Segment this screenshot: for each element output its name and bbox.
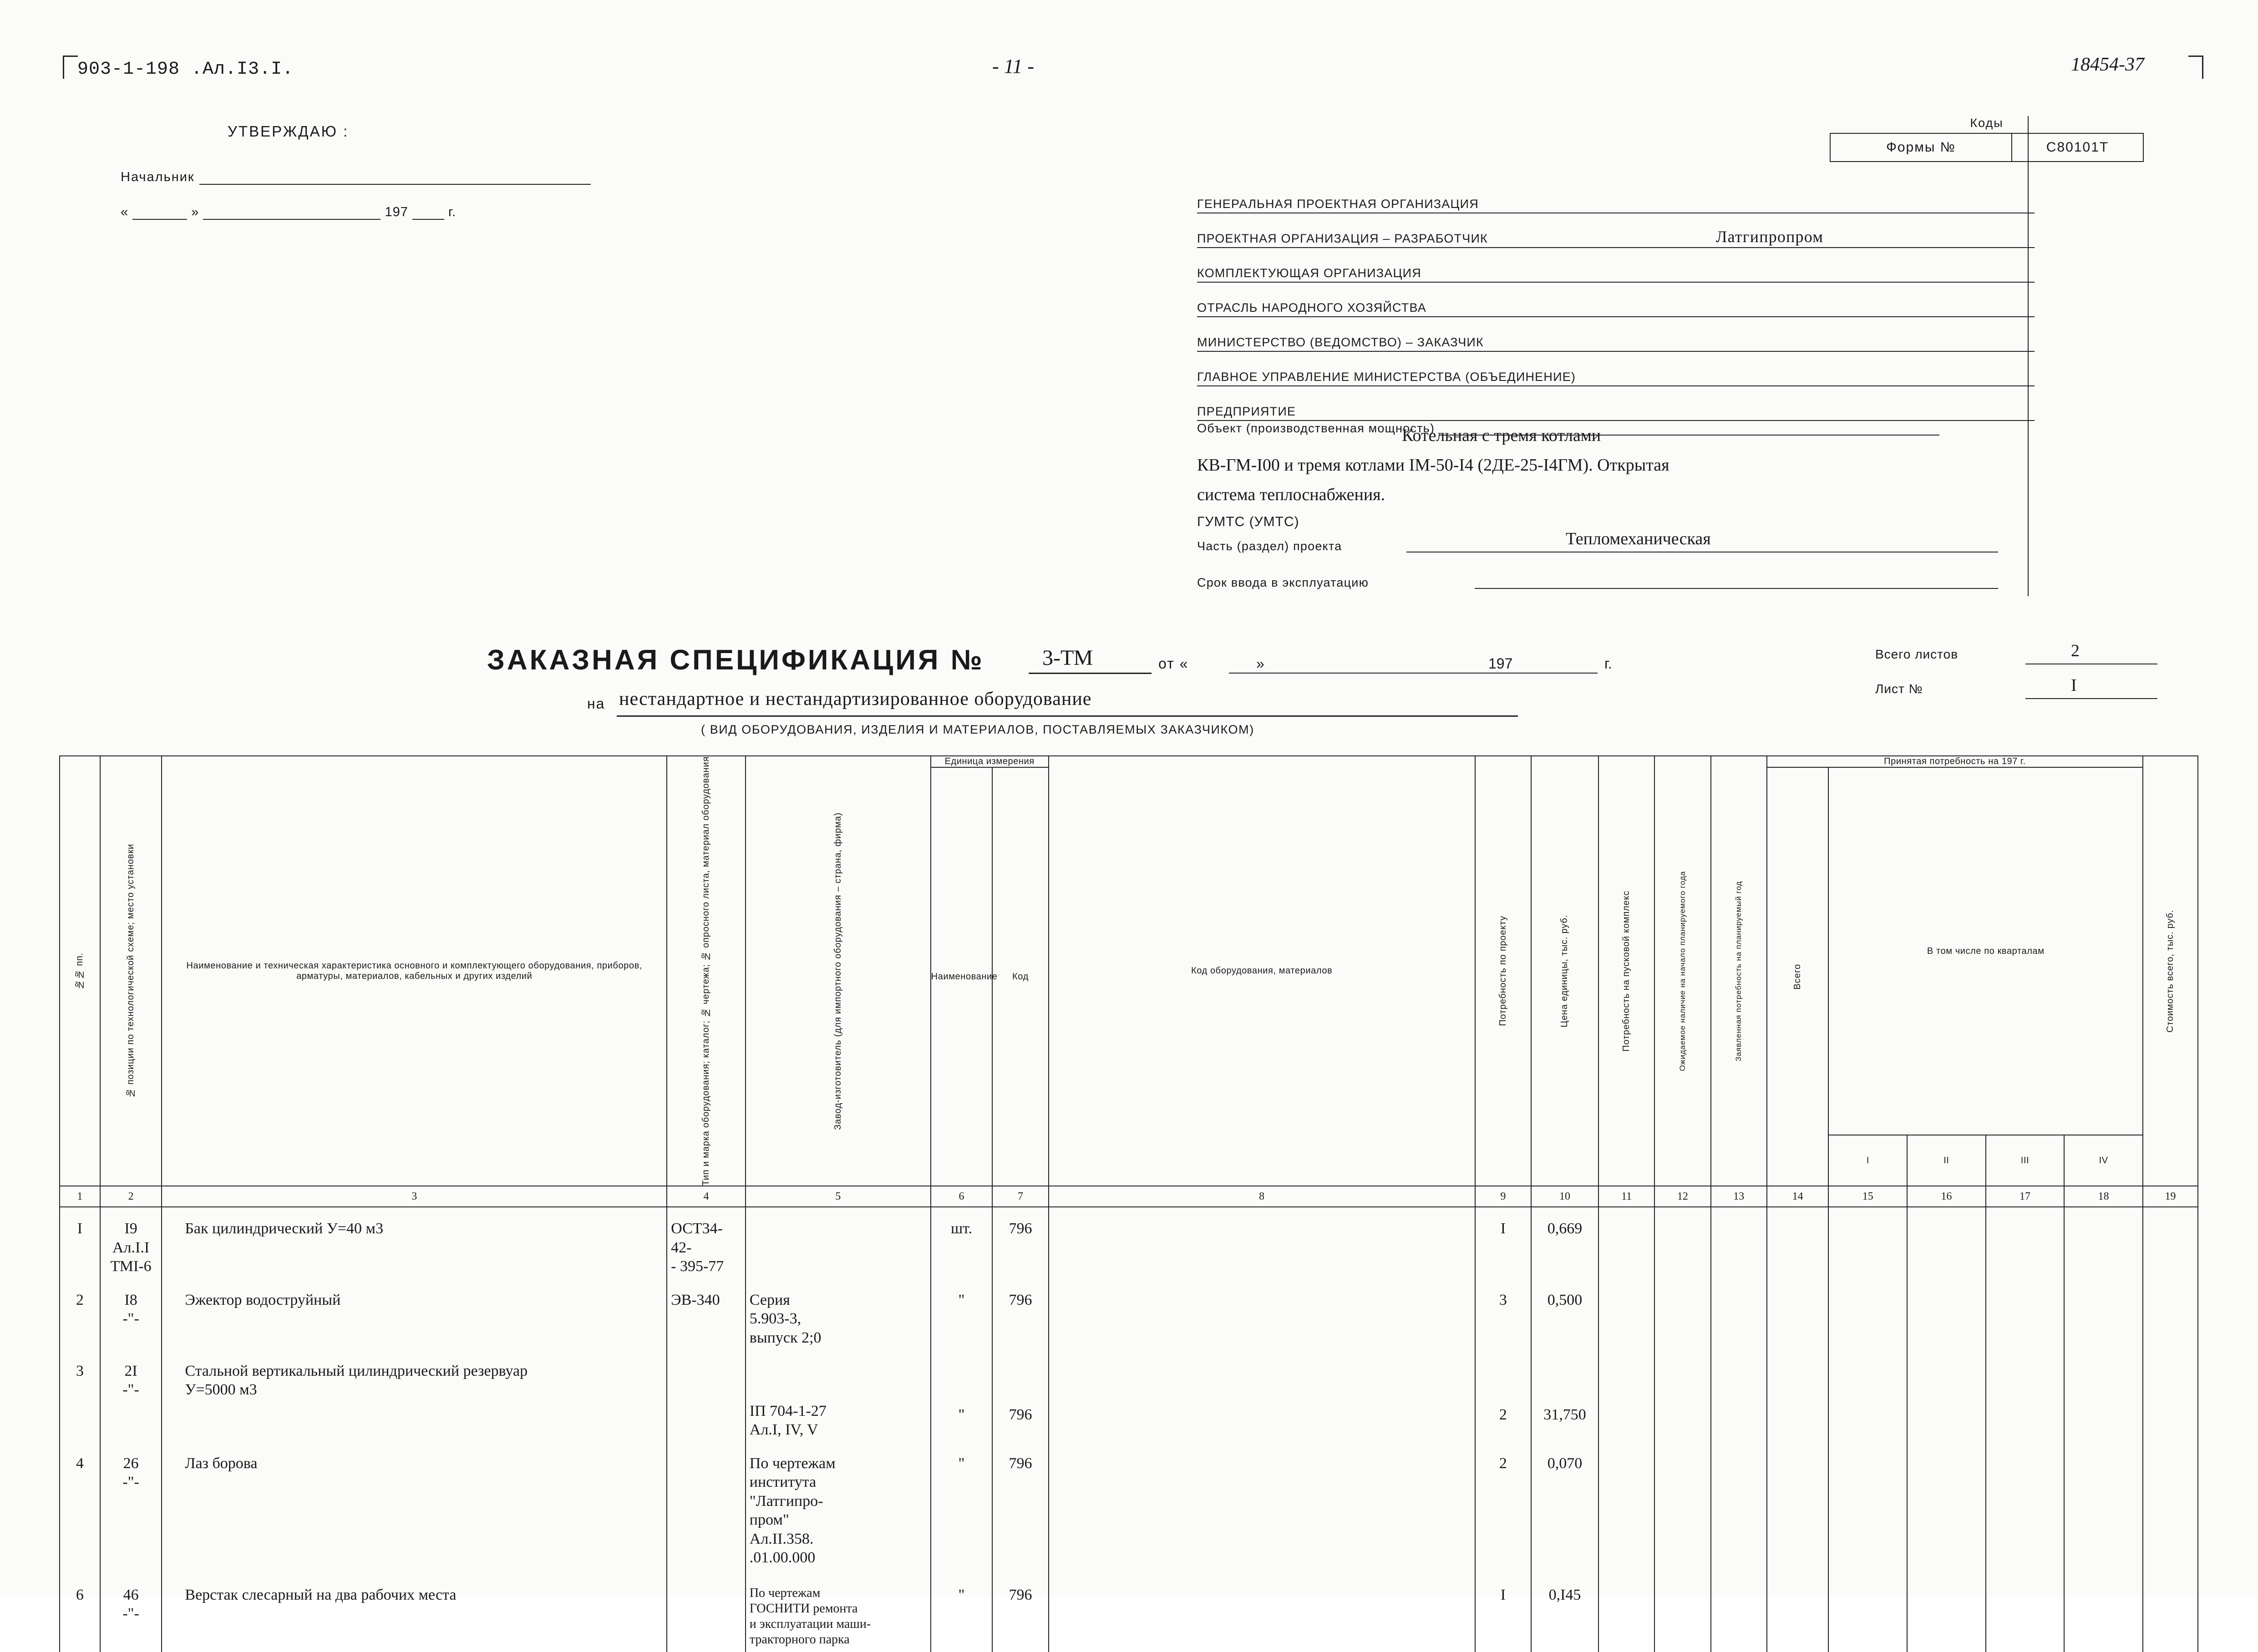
colnum-8: 8 bbox=[1049, 1186, 1475, 1207]
cell-price: 0,070 bbox=[1531, 1444, 1598, 1572]
corner-mark-top-right bbox=[2188, 56, 2203, 79]
cell-q4 bbox=[2064, 1572, 2143, 1652]
cell-q3 bbox=[1986, 1444, 2065, 1572]
sheet-totals-block bbox=[1875, 637, 2157, 706]
th-unit-price: Цена единицы, тыс. руб. bbox=[1531, 756, 1598, 1186]
cell-startup bbox=[1598, 1281, 1654, 1352]
th-position: № позиции по технологической схеме; место установки bbox=[100, 756, 162, 1186]
cell-equipment-code bbox=[1049, 1281, 1475, 1352]
cell-type: ЭВ-340 bbox=[667, 1281, 746, 1352]
cell-q2 bbox=[1907, 1444, 1986, 1572]
org-row-main-directorate bbox=[1197, 362, 2135, 396]
object-value-line1: Котельная с тремя котлами bbox=[1402, 426, 1601, 445]
cell-name: Верстак слесарный на два рабочих места bbox=[162, 1572, 667, 1652]
approve-chief-label: Начальник bbox=[121, 170, 195, 184]
approve-chief-row bbox=[121, 168, 591, 185]
colnum-16: 16 bbox=[1907, 1186, 1986, 1207]
cell-manufacturer: Серия 5.903-3, выпуск 2;0 bbox=[746, 1281, 931, 1352]
colnum-15: 15 bbox=[1828, 1186, 1907, 1207]
cell-q1 bbox=[1828, 1207, 1907, 1280]
cell-unit-code: 796 bbox=[992, 1352, 1048, 1444]
title-date-prefix: от « bbox=[1158, 655, 1189, 672]
cell-q1 bbox=[1828, 1281, 1907, 1352]
subject-value: нестандартное и нестандартизированное оборудование bbox=[619, 689, 1092, 709]
total-sheets-value: 2 bbox=[2071, 641, 2080, 660]
colnum-7: 7 bbox=[992, 1186, 1048, 1207]
colnum-12: 12 bbox=[1654, 1186, 1710, 1207]
table-row bbox=[60, 1444, 2198, 1572]
cell-declared bbox=[1711, 1572, 1767, 1652]
sheet-number-label: Лист № bbox=[1875, 682, 1923, 696]
part-label: Часть (раздел) проекта bbox=[1197, 539, 1342, 553]
th-total-cost: Стоимость всего, тыс. руб. bbox=[2143, 756, 2198, 1186]
cell-unit: " bbox=[931, 1444, 993, 1572]
page-number: - 11 - bbox=[992, 55, 1035, 77]
codes-block bbox=[1830, 116, 2144, 162]
th-accepted-need-group: Принятая потребность на 197 г. bbox=[1767, 756, 2143, 767]
colnum-11: 11 bbox=[1598, 1186, 1654, 1207]
organization-block bbox=[1197, 189, 2135, 431]
th-equipment-code: Код оборудования, материалов bbox=[1049, 756, 1475, 1186]
codes-table bbox=[1830, 133, 2144, 162]
sheet-number-value: I bbox=[2071, 676, 2077, 695]
cell-q3 bbox=[1986, 1281, 2065, 1352]
th-index: №№ пп. bbox=[60, 756, 100, 1186]
cell-unit-code: 796 bbox=[992, 1572, 1048, 1652]
org-label-developer: ПРОЕКТНАЯ ОРГАНИЗАЦИЯ – РАЗРАБОТЧИК bbox=[1197, 232, 1488, 245]
colnum-13: 13 bbox=[1711, 1186, 1767, 1207]
cell-startup bbox=[1598, 1207, 1654, 1280]
org-label-branch: ОТРАСЛЬ НАРОДНОГО ХОЗЯЙСТВА bbox=[1197, 301, 1427, 314]
cell-equipment-code bbox=[1049, 1572, 1475, 1652]
object-label: Объект (производственная мощность) bbox=[1197, 421, 1435, 435]
cell-declared bbox=[1711, 1207, 1767, 1280]
table-column-numbers-row bbox=[60, 1186, 2198, 1207]
org-label-enterprise: ПРЕДПРИЯТИЕ bbox=[1197, 405, 1296, 418]
subject-line bbox=[617, 715, 1518, 717]
cell-need: 3 bbox=[1475, 1281, 1531, 1352]
cell-expected bbox=[1654, 1281, 1710, 1352]
part-value: Тепломеханическая bbox=[1566, 529, 1711, 548]
cell-q4 bbox=[2064, 1207, 2143, 1280]
org-label-general-design: ГЕНЕРАЛЬНАЯ ПРОЕКТНАЯ ОРГАНИЗАЦИЯ bbox=[1197, 197, 1479, 211]
cell-manufacturer: IП 704-1-27 Ал.I, IV, V bbox=[746, 1352, 931, 1444]
cell-need: I bbox=[1475, 1207, 1531, 1280]
cell-accepted-total bbox=[1767, 1281, 1829, 1352]
th-unit-name: Наименование bbox=[931, 767, 993, 1186]
th-expected-stock: Ожидаемое наличие на начало планируемого года bbox=[1654, 756, 1710, 1186]
approve-year-line bbox=[412, 205, 444, 220]
org-row-completing bbox=[1197, 258, 2135, 293]
cell-manufacturer: По чертежам ГОСНИТИ ремонта и эксплуатации маши- тракторного парка bbox=[746, 1572, 931, 1652]
title-number-line bbox=[1029, 673, 1152, 674]
cell-declared bbox=[1711, 1444, 1767, 1572]
cell-type bbox=[667, 1352, 746, 1444]
colnum-5: 5 bbox=[746, 1186, 931, 1207]
approve-title: УТВЕРЖДАЮ : bbox=[228, 123, 349, 140]
cell-expected bbox=[1654, 1352, 1710, 1444]
th-quarter-4: IV bbox=[2064, 1135, 2143, 1186]
th-type-brand: Тип и марка оборудования; каталог; № чертежа; № опросного листа, материал оборудования bbox=[667, 756, 746, 1186]
cell-cost bbox=[2143, 1444, 2198, 1572]
customer-note: ГУМТС (УМТС) bbox=[1197, 514, 1299, 529]
title-year-suffix: г. bbox=[1604, 655, 1612, 672]
table-row bbox=[60, 1572, 2198, 1652]
cell-price: 0,I45 bbox=[1531, 1572, 1598, 1652]
org-row-branch bbox=[1197, 293, 2135, 327]
corner-mark-top-left bbox=[63, 56, 78, 79]
object-value-line2: КВ-ГМ-I00 и тремя котлами IМ-50-I4 (2ДЕ-25-I4ГМ). Открытая bbox=[1197, 456, 1669, 475]
cell-unit: " bbox=[931, 1572, 993, 1652]
th-unit-group: Единица измерения bbox=[931, 756, 1049, 767]
cell-q1 bbox=[1828, 1352, 1907, 1444]
th-quarter-1: I bbox=[1828, 1135, 1907, 1186]
specification-table bbox=[59, 755, 2198, 1652]
object-block bbox=[1197, 421, 2135, 450]
cell-position: 26 -"- bbox=[100, 1444, 162, 1572]
colnum-3: 3 bbox=[162, 1186, 667, 1207]
approve-chief-line bbox=[199, 168, 591, 185]
subject-note: ( ВИД ОБОРУДОВАНИЯ, ИЗДЕЛИЯ И МАТЕРИАЛОВ, ПОСТАВЛЯЕМЫХ ЗАКАЗЧИКОМ) bbox=[701, 723, 1254, 736]
cell-expected bbox=[1654, 1444, 1710, 1572]
approve-date-row bbox=[121, 205, 456, 220]
th-quarter-3: III bbox=[1986, 1135, 2065, 1186]
cell-price: 31,750 bbox=[1531, 1352, 1598, 1444]
th-project-need: Потребность по проекту bbox=[1475, 756, 1531, 1186]
cell-manufacturer bbox=[746, 1207, 931, 1280]
cell-accepted-total bbox=[1767, 1207, 1829, 1280]
sheet-number-row bbox=[1875, 672, 2157, 706]
subject-prefix: на bbox=[587, 695, 605, 712]
colnum-19: 19 bbox=[2143, 1186, 2198, 1207]
cell-startup bbox=[1598, 1572, 1654, 1652]
org-row-general-design bbox=[1197, 189, 2135, 223]
cell-q2 bbox=[1907, 1572, 1986, 1652]
approve-day-line bbox=[132, 205, 187, 220]
colnum-2: 2 bbox=[100, 1186, 162, 1207]
cell-unit: " bbox=[931, 1352, 993, 1444]
date-quote-open: « bbox=[121, 205, 129, 219]
cell-name: Стальной вертикальный цилиндрический резервуар У=5000 м3 bbox=[162, 1352, 667, 1444]
cell-position: I8 -"- bbox=[100, 1281, 162, 1352]
cell-index: 4 bbox=[60, 1444, 100, 1572]
cell-unit-code: 796 bbox=[992, 1281, 1048, 1352]
cell-index: 2 bbox=[60, 1281, 100, 1352]
codes-title: Коды bbox=[1970, 116, 2004, 130]
cell-q1 bbox=[1828, 1444, 1907, 1572]
cell-name: Эжектор водоструйный bbox=[162, 1281, 667, 1352]
cell-unit-code: 796 bbox=[992, 1207, 1048, 1280]
cell-q2 bbox=[1907, 1352, 1986, 1444]
cell-need: I bbox=[1475, 1572, 1531, 1652]
th-unit-code: Код bbox=[992, 767, 1048, 1186]
cell-q4 bbox=[2064, 1281, 2143, 1352]
cell-need: 2 bbox=[1475, 1352, 1531, 1444]
colnum-4: 4 bbox=[667, 1186, 746, 1207]
cell-cost bbox=[2143, 1352, 2198, 1444]
title-year-line bbox=[1543, 673, 1598, 674]
album-code: 903-1-198 .Ал.I3.I. bbox=[77, 59, 294, 80]
cell-price: 0,500 bbox=[1531, 1281, 1598, 1352]
cell-index: I bbox=[60, 1207, 100, 1280]
cell-position: 2I -"- bbox=[100, 1352, 162, 1444]
th-name-characteristics: Наименование и техническая характеристика основного и комплектующего оборудования, приборов, арматуры, материалов, кабельных и других изделий bbox=[162, 756, 667, 1186]
colnum-17: 17 bbox=[1986, 1186, 2065, 1207]
cell-q2 bbox=[1907, 1281, 1986, 1352]
org-value-developer: Латгипропром bbox=[1716, 228, 1824, 246]
table-row bbox=[60, 1281, 2198, 1352]
codes-form-label: Формы № bbox=[1830, 133, 2012, 162]
cell-type bbox=[667, 1572, 746, 1652]
total-sheets-label: Всего листов bbox=[1875, 647, 1959, 661]
cell-type: ОСТ34-42- - 395-77 bbox=[667, 1207, 746, 1280]
approve-year-label: 197 bbox=[385, 205, 408, 219]
cell-q1 bbox=[1828, 1572, 1907, 1652]
cell-accepted-total bbox=[1767, 1352, 1829, 1444]
cell-startup bbox=[1598, 1352, 1654, 1444]
org-label-main-directorate: ГЛАВНОЕ УПРАВЛЕНИЕ МИНИСТЕРСТВА (ОБЪЕДИНЕНИЕ) bbox=[1197, 370, 1576, 384]
cell-accepted-total bbox=[1767, 1444, 1829, 1572]
org-row-ministry bbox=[1197, 327, 2135, 362]
cell-index: 3 bbox=[60, 1352, 100, 1444]
cell-equipment-code bbox=[1049, 1352, 1475, 1444]
cell-price: 0,669 bbox=[1531, 1207, 1598, 1280]
cell-position: 46 -"- bbox=[100, 1572, 162, 1652]
cell-unit-code: 796 bbox=[992, 1444, 1048, 1572]
codes-form-value: С80101Т bbox=[2012, 133, 2143, 162]
commission-label: Срок ввода в эксплуатацию bbox=[1197, 576, 1369, 589]
archive-code: 18454-37 bbox=[2071, 54, 2144, 75]
commission-line bbox=[1475, 568, 1998, 589]
cell-q3 bbox=[1986, 1572, 2065, 1652]
cell-manufacturer: По чертежам института "Латгипро- пром" Ал.II.358. .01.00.000 bbox=[746, 1444, 931, 1572]
title-year: 197 bbox=[1488, 655, 1513, 672]
cell-declared bbox=[1711, 1281, 1767, 1352]
cell-startup bbox=[1598, 1444, 1654, 1572]
cell-unit: " bbox=[931, 1281, 993, 1352]
org-label-completing: КОМПЛЕКТУЮЩАЯ ОРГАНИЗАЦИЯ bbox=[1197, 266, 1421, 280]
colnum-1: 1 bbox=[60, 1186, 100, 1207]
title-number: 3-ТМ bbox=[1042, 646, 1093, 670]
cell-cost bbox=[2143, 1281, 2198, 1352]
cell-equipment-code bbox=[1049, 1444, 1475, 1572]
approve-month-line bbox=[203, 205, 381, 220]
table-header-row-1 bbox=[60, 756, 2198, 767]
th-accepted-total: Всего bbox=[1767, 767, 1829, 1186]
cell-need: 2 bbox=[1475, 1444, 1531, 1572]
th-declared-need: Заявленная потребность на планируемый год bbox=[1711, 756, 1767, 1186]
th-manufacturer: Завод-изготовитель (для импортного оборудования – страна, фирма) bbox=[746, 756, 931, 1186]
cell-expected bbox=[1654, 1207, 1710, 1280]
colnum-14: 14 bbox=[1767, 1186, 1829, 1207]
th-quarters-group: В том числе по кварталам bbox=[1828, 767, 2143, 1135]
cell-cost bbox=[2143, 1572, 2198, 1652]
cell-q4 bbox=[2064, 1444, 2143, 1572]
cell-position: I9 Ал.I.I ТМI-6 bbox=[100, 1207, 162, 1280]
cell-cost bbox=[2143, 1207, 2198, 1280]
table-row bbox=[60, 1352, 2198, 1444]
cell-type bbox=[667, 1444, 746, 1572]
cell-accepted-total bbox=[1767, 1572, 1829, 1652]
date-quote-close: » bbox=[191, 205, 199, 219]
colnum-18: 18 bbox=[2064, 1186, 2143, 1207]
th-startup-complex-need: Потребность на пусковой комплекс bbox=[1598, 756, 1654, 1186]
cell-equipment-code bbox=[1049, 1207, 1475, 1280]
org-row-developer bbox=[1197, 223, 2135, 258]
table-row bbox=[60, 1207, 2198, 1280]
cell-unit: шт. bbox=[931, 1207, 993, 1280]
cell-q3 bbox=[1986, 1207, 2065, 1280]
cell-q2 bbox=[1907, 1207, 1986, 1280]
title-date-quote: » bbox=[1256, 655, 1264, 672]
colnum-9: 9 bbox=[1475, 1186, 1531, 1207]
cell-index: 6 bbox=[60, 1572, 100, 1652]
total-sheets-row bbox=[1875, 637, 2157, 672]
title-date-line bbox=[1229, 673, 1548, 674]
cell-declared bbox=[1711, 1352, 1767, 1444]
approve-year-suffix: г. bbox=[448, 205, 457, 219]
cell-expected bbox=[1654, 1572, 1710, 1652]
colnum-10: 10 bbox=[1531, 1186, 1598, 1207]
cell-name: Бак цилиндрический У=40 м3 bbox=[162, 1207, 667, 1280]
document-title: ЗАКАЗНАЯ СПЕЦИФИКАЦИЯ № bbox=[487, 644, 984, 676]
cell-q3 bbox=[1986, 1352, 2065, 1444]
cell-q4 bbox=[2064, 1352, 2143, 1444]
th-quarter-2: II bbox=[1907, 1135, 1986, 1186]
object-label-row bbox=[1197, 421, 2135, 450]
org-label-ministry: МИНИСТЕРСТВО (ВЕДОМСТВО) – ЗАКАЗЧИК bbox=[1197, 335, 1484, 349]
colnum-6: 6 bbox=[931, 1186, 993, 1207]
cell-name: Лаз борова bbox=[162, 1444, 667, 1572]
object-value-line3: система теплоснабжения. bbox=[1197, 485, 1385, 504]
